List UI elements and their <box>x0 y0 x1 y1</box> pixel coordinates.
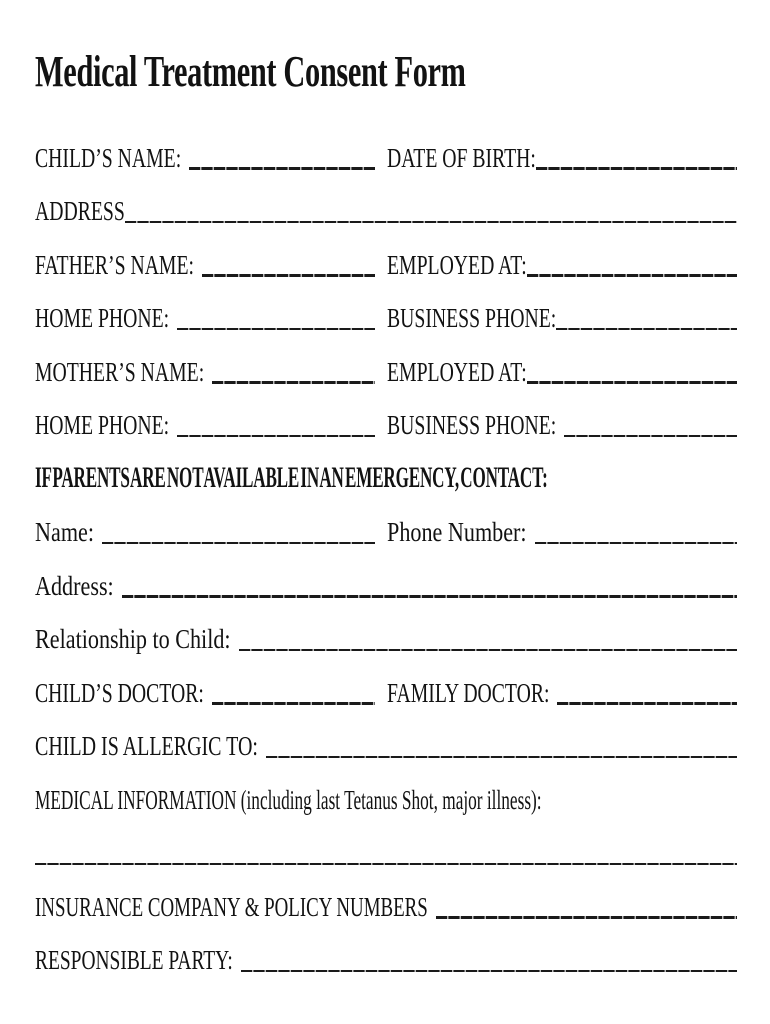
row-relationship <box>35 606 737 660</box>
row-emergency-heading <box>35 445 737 499</box>
address-label: ADDRESS <box>35 196 125 226</box>
family-doctor-label: FAMILY DOCTOR: <box>387 677 550 708</box>
address-field[interactable] <box>125 221 737 224</box>
page-title: Medical Treatment Consent Form <box>35 47 466 96</box>
contact-name-field[interactable] <box>102 542 375 545</box>
medical-information-label: MEDICAL INFORMATION (including last Tetanus Shot, major illness): <box>35 784 542 815</box>
contact-phone-number-label: Phone Number: <box>387 517 527 547</box>
row-insurance <box>35 873 737 927</box>
mother-home-phone-field[interactable] <box>177 435 375 438</box>
responsible-party-field[interactable] <box>241 970 737 973</box>
row-mother-name-employer <box>35 338 737 392</box>
row-medical-info-line <box>35 820 737 874</box>
mother-business-phone-label: BUSINESS PHONE: <box>387 410 557 440</box>
row-child-name-dob <box>35 124 737 178</box>
childs-name-field[interactable] <box>189 167 375 170</box>
father-home-phone-label: HOME PHONE: <box>35 303 170 333</box>
father-employed-at-field[interactable] <box>527 274 737 277</box>
row-address <box>35 178 737 232</box>
childs-name-label: CHILD’S NAME: <box>35 142 182 173</box>
emergency-contact-heading: IF PARENTS ARE NOT AVAILABLE IN AN EMERGENCY, CONTACT: <box>35 460 548 494</box>
row-contact-name-phone <box>35 499 737 553</box>
father-business-phone-label: BUSINESS PHONE: <box>387 303 557 333</box>
row-allergies <box>35 713 737 767</box>
contact-phone-number-field[interactable] <box>535 542 737 545</box>
row-contact-address <box>35 552 737 606</box>
row-responsible-party <box>35 927 737 981</box>
row-mother-phones <box>35 392 737 446</box>
fathers-name-field[interactable] <box>202 274 375 277</box>
form-body <box>35 124 737 980</box>
child-allergic-to-label: CHILD IS ALLERGIC TO: <box>35 731 258 761</box>
mothers-name-label: MOTHER’S NAME: <box>35 356 205 387</box>
row-father-name-employer <box>35 231 737 285</box>
childs-doctor-label: CHILD’S DOCTOR: <box>35 677 204 708</box>
child-allergic-to-field[interactable] <box>266 756 737 759</box>
mother-employed-at-field[interactable] <box>527 381 737 384</box>
date-of-birth-label: DATE OF BIRTH: <box>387 142 536 173</box>
insurance-company-policy-field[interactable] <box>436 916 737 919</box>
father-business-phone-field[interactable] <box>556 328 737 331</box>
responsible-party-label: RESPONSIBLE PARTY: <box>35 945 233 975</box>
contact-name-label: Name: <box>35 517 95 547</box>
mother-employed-at-label: EMPLOYED AT: <box>387 356 527 387</box>
row-doctors <box>35 659 737 713</box>
mothers-name-field[interactable] <box>212 381 375 384</box>
relationship-to-child-label: Relationship to Child: <box>35 624 231 654</box>
contact-address-label: Address: <box>35 570 114 601</box>
family-doctor-field[interactable] <box>557 702 737 705</box>
insurance-company-policy-label: INSURANCE COMPANY & POLICY NUMBERS <box>35 891 428 922</box>
row-father-phones <box>35 285 737 339</box>
mother-business-phone-field[interactable] <box>564 435 737 438</box>
father-employed-at-label: EMPLOYED AT: <box>387 249 527 280</box>
mother-home-phone-label: HOME PHONE: <box>35 410 170 440</box>
father-home-phone-field[interactable] <box>177 328 375 331</box>
row-medical-info-label <box>35 766 737 820</box>
date-of-birth-field[interactable] <box>536 167 737 170</box>
relationship-to-child-field[interactable] <box>239 649 737 652</box>
medical-information-field[interactable] <box>35 863 737 866</box>
contact-address-field[interactable] <box>122 595 737 598</box>
fathers-name-label: FATHER’S NAME: <box>35 249 194 280</box>
childs-doctor-field[interactable] <box>212 702 375 705</box>
